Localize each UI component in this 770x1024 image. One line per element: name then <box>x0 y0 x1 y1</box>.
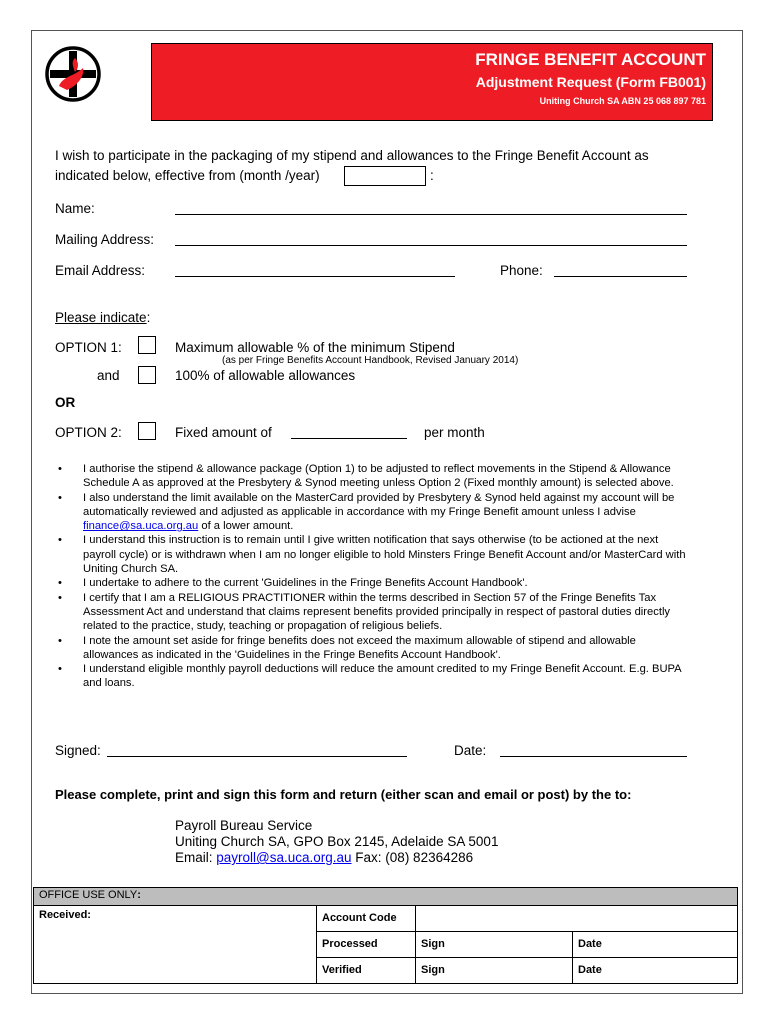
intro-line-1: I wish to participate in the packaging of my stipend and allowances to the Fringe Benefit Account as <box>55 148 649 163</box>
option1-text: Maximum allowable % of the minimum Stipend <box>175 340 455 355</box>
please-indicate-text: Please indicate <box>55 310 147 325</box>
email-address-label: Email Address: <box>55 263 146 278</box>
intro-line-2: indicated below, effective from (month /year) <box>55 168 320 183</box>
account-code-value <box>416 906 738 932</box>
office-use-title-colon: : <box>137 889 141 901</box>
fax-text: Fax: (08) 82364286 <box>351 850 474 865</box>
payroll-email-link[interactable]: payroll@sa.uca.org.au <box>216 850 352 865</box>
processed-date: Date <box>573 932 738 958</box>
organisation-abn: Uniting Church SA ABN 25 068 897 781 <box>539 96 706 106</box>
processed-label: Processed <box>317 932 416 958</box>
signed-label: Signed: <box>55 743 101 758</box>
signature-field[interactable] <box>107 756 407 757</box>
return-instruction: Please complete, print and sign this form and return (either scan and email or post) by the to: <box>55 787 632 802</box>
email-label: Email: <box>175 850 217 865</box>
processed-sign: Sign <box>416 932 573 958</box>
option1-label: OPTION 1: <box>55 340 122 355</box>
uniting-church-logo <box>45 46 101 102</box>
declaration-item: • I certify that I am a RELIGIOUS PRACTITIONER within the terms described in Section 57 of the Fringe Benefits Tax Assessment Act and understand that claims represent benefits provided principally in respect of pastoral duties directly related to the practice, study, teaching or propagation of religious beliefs. <box>56 591 686 634</box>
date-field[interactable] <box>500 756 687 757</box>
please-indicate-colon: : <box>146 310 151 325</box>
fixed-amount-field[interactable] <box>291 438 407 439</box>
verified-sign: Sign <box>416 958 573 984</box>
return-address-line-2: Uniting Church SA, GPO Box 2145, Adelaide SA 5001 <box>175 834 499 849</box>
email-address-field[interactable] <box>175 276 455 277</box>
office-use-title <box>34 888 738 906</box>
allowances-text: 100% of allowable allowances <box>175 368 356 383</box>
phone-label: Phone: <box>500 263 543 278</box>
verified-date: Date <box>573 958 738 984</box>
form-title: FRINGE BENEFIT ACCOUNT <box>475 50 706 69</box>
declaration-item <box>56 491 686 534</box>
date-label: Date: <box>454 743 487 758</box>
office-use-header-row <box>34 888 738 906</box>
finance-email-link[interactable]: finance@sa.uca.org.au <box>83 520 199 533</box>
intro-colon: : <box>430 168 434 183</box>
name-label: Name: <box>55 201 95 216</box>
mailing-address-field[interactable] <box>175 245 687 246</box>
option1-note: (as per Fringe Benefits Account Handbook, Revised January 2014) <box>222 355 519 366</box>
form-subtitle: Adjustment Request (Form FB001) <box>475 74 706 90</box>
option2-checkbox[interactable] <box>138 422 156 440</box>
declaration-item: • I undertake to adhere to the current 'Guidelines in the Fringe Benefits Account Handbook'. <box>56 576 686 590</box>
return-contact-line <box>175 850 473 865</box>
declaration-list <box>56 462 686 691</box>
declaration-text: I also understand the limit available on the MasterCard provided by Presbytery & Synod held against my account will be automatically reviewed and adjusted as applicable in accordance with my Fringe Benefit amount unless I advise <box>83 491 675 518</box>
office-use-title-text: OFFICE USE ONLY <box>39 889 138 901</box>
declaration-item: • I authorise the stipend & allowance package (Option 1) to be adjusted to reflect movements in the Stipend & Allowance Schedule A as approved at the Presbytery & Synod meeting unless Option 2 (Fixed monthly amount) is selected above. <box>56 462 686 491</box>
allowances-checkbox[interactable] <box>138 366 156 384</box>
form-header <box>151 43 713 121</box>
option1-checkbox[interactable] <box>138 336 156 354</box>
name-field[interactable] <box>175 214 687 215</box>
option2-text: Fixed amount of <box>175 425 272 440</box>
declaration-item: • I note the amount set aside for fringe benefits does not exceed the maximum allowable of stipend and allowable allowances as indicated in the 'Guidelines in the Fringe Benefits Account Handbook'. <box>56 634 686 663</box>
month-year-input[interactable] <box>344 166 426 186</box>
return-address-line-1: Payroll Bureau Service <box>175 818 313 833</box>
received-cell: Received: <box>34 906 317 984</box>
account-code-label: Account Code <box>317 906 416 932</box>
office-row-account <box>34 906 738 932</box>
phone-field[interactable] <box>554 276 687 277</box>
per-month-label: per month <box>424 425 485 440</box>
declaration-item: • I understand this instruction is to remain until I give written notification that says otherwise (to be actioned at the next payroll cycle) or is withdrawn when I am no longer eligible to hold Minsters Fringe Benefit Account and/or MasterCard with Uniting Church SA. <box>56 533 686 576</box>
and-label: and <box>97 368 120 383</box>
option2-label: OPTION 2: <box>55 425 122 440</box>
mailing-address-label: Mailing Address: <box>55 232 155 247</box>
declaration-text: of a lower amount. <box>198 520 294 533</box>
office-use-table <box>33 887 738 984</box>
or-label: OR <box>55 395 76 410</box>
verified-label: Verified <box>317 958 416 984</box>
declaration-item: • I understand eligible monthly payroll deductions will reduce the amount credited to my Fringe Benefit Account. E.g. BUPA and loans. <box>56 662 686 691</box>
please-indicate-label <box>55 310 150 325</box>
